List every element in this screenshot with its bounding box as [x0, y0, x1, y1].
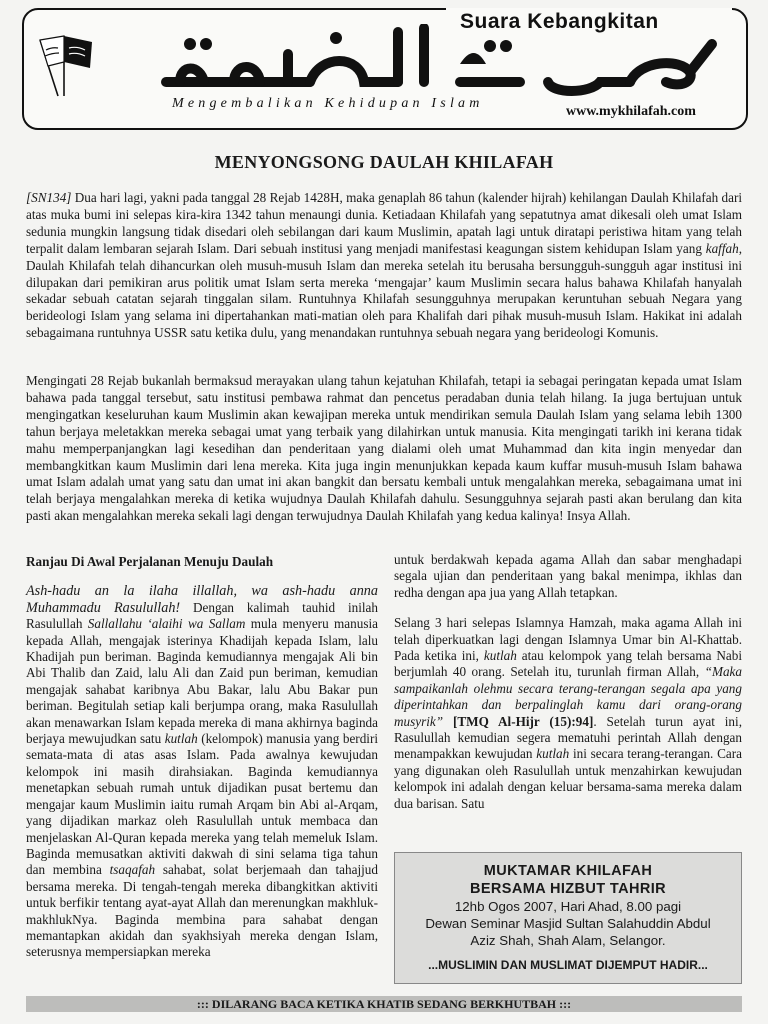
masthead-slogan: Mengembalikan Kehidupan Islam — [172, 96, 484, 111]
event-title-1: MUKTAMAR KHILAFAH — [483, 863, 653, 879]
event-announcement-box — [394, 852, 742, 984]
arabic-logo — [160, 24, 730, 104]
event-date: 12hb Ogos 2007, Hari Ahad, 8.00 pagi — [454, 899, 682, 914]
left-column — [26, 552, 378, 961]
right-column-text-2: Selang 3 hari selepas Islamnya Hamzah, maka agama Allah ini telah diperkuatkan lagi dengan Islamnya Umar bin Al-Khattab. Pada ketika ini, kutlah atau kelompok yang telah bersama Nabi berjumlah 40 orang. Setelah itu, turunlah firman Allah, “Maka sampaikanlah olehmu secara terang-terangan segala apa yang diperintahkan dan berpalinglah kamu dari orang-orang musyrik” [TMQ Al-Hijr (15):94]. Setelah turun ayat ini, Rasulullah kemudian segera mematuhi perintah Allah dengan menampakkan kewujudan kutlah ini secara terang-terangan. Cara yang digunakan oleh Rasulullah untuk menzahirkan kewujudan kelompok ini adalah dengan keluar bersama-sama mereka dalam dua barisan. Satu — [394, 615, 743, 811]
intro-paragraph-2: Mengingati 28 Rejab bukanlah bermaksud merayakan ulang tahun kejatuhan Khilafah, tetapi ia sebagai peringatan kepada umat Islam bahawa pada tanggal tersebut, satu institusi pembawa rahmat dan pencetus peradaban dunia telah hilang. Ia juga bertujuan untuk mengingatkan keseluruhan kaum Muslimin akan kewajipan mereka untuk mendirikan semula Daulah Islam yang selama lebih 1300 tahun berjaya meletakkan mereka sebagai umat yang terbaik yang dilahirkan untuk manusia. Kita mengingati tarikh ini kerana tidak mahu memperpanjangkan lagi kesedihan dan penderitaan yang dialami oleh umat Muhammad dan kita ingin menyedar dan membangkitkan kaum Muslimin dari lena mereka. Kita juga ingin menunjukkan kepada kaum kuffar musuh-musuh Islam bahawa umat Islam adalah umat yang satu dan umat ini akan bangkit dan bersatu kembali untuk mengalahkan mereka, sebagaimana umat ini telah berjaya mengalahkan mereka di ketika wujudnya Daulah Khilafah dahulu. Sesungguhnya sejarah pasti akan berulang dan kita pasti akan mengalahkan mereka sekali lagi dengan terwujudnya Daulah Khilafah yang kedua kalinya! Insya Allah. — [26, 373, 742, 524]
event-invitation: ...MUSLIMIN DAN MUSLIMAT DIJEMPUT HADIR... — [428, 958, 708, 972]
event-venue-1: Dewan Seminar Masjid Sultan Salahuddin Abdul — [425, 916, 711, 931]
shahada-quote: Ash-hadu an la ilaha illallah, wa ash-hadu anna Muhammadu Rasulullah! — [26, 583, 378, 616]
right-column — [394, 552, 742, 812]
quran-quote: “Maka sampaikanlah olehmu secara terang-terangan segala apa yang diperintahkan dan berpalinglah kamu dari orang-orang musyrik” — [394, 664, 742, 729]
flag-icon — [34, 32, 94, 98]
intro-paragraph-1: [SN134] Dua hari lagi, yakni pada tanggal 28 Rejab 1428H, maka genaplah 86 tahun (kalender hijrah) kehilangan Daulah Khilafah dari atas muka bumi ini selepas kira-kira 1342 tahun menaungi dunia. Ketiadaan Khilafah yang sepatutnya amat dikesali oleh umat Islam sedunia mungkin langsung tidak disedari oleh sebilangan dari kaum Muslimin, apatah lagi untuk diratapi peristiwa hitam yang telah terpalit dalam lembaran sejarah Islam. Dari sebuah institusi yang menjadi manifestasi keagungan sistem kehidupan Islam yang kaffah, Daulah Khilafah telah dihancurkan oleh musuh-musuh Islam dan mereka setelah itu berusaha bersungguh-sungguh agar institusi ini dilupakan dari pemikiran arus politik umat Islam serta mereka ‘mengajar’ kaum Muslimin secara halus bahawa Khilafah hanyalah sekadar sebuah catatan sejarah tinggalan silam. Runtuhnya Khilafah sesungguhnya merupakan keruntuhan sebuah Negara yang berideologi Islam yang selama ini dipertahankan mati-matian oleh para Khalifah dari pihak musuh-musuh Islam. Hakikat ini adalah sebagaimana runtuhnya USSR satu ketika dulu, yang menandakan runtuhnya sebuah negara yang berideologi Komunis. — [26, 190, 742, 341]
issue-reference: [SN134] — [26, 190, 72, 205]
quran-reference: [TMQ Al-Hijr (15):94] — [443, 713, 594, 729]
event-title-2: BERSAMA HIZBUT TAHRIR — [469, 881, 667, 897]
masthead-title: Suara Kebangkitan — [460, 10, 659, 33]
section-subheading: Ranjau Di Awal Perjalanan Menuju Daulah — [26, 554, 274, 569]
footer-notice: ::: DILARANG BACA KETIKA KHATIB SEDANG BERKHUTBAH ::: — [26, 996, 742, 1012]
right-column-text-1: untuk berdakwah kepada agama Allah dan sabar menghadapi segala ujian dan penderitaan yang bakal menimpa, ikhlas dan redha dengan apa jua yang Allah tetapkan. — [394, 552, 742, 600]
masthead-url[interactable]: www.mykhilafah.com — [566, 104, 696, 119]
article-headline: MENYONGSONG DAULAH KHILAFAH — [214, 152, 554, 172]
event-venue-2: Aziz Shah, Shah Alam, Selangor. — [470, 933, 666, 948]
left-column-text: Ash-hadu an la ilaha illallah, wa ash-hadu anna Muhammadu Rasulullah! Dengan kalimah tauhid inilah Rasulullah Sallallahu ‘alaihi wa Sallam mula menyeru manusia kepada Allah, mengajak isterinya Khadijah kepada Islam, lalu Khadijah pun beriman. Baginda kemudiannya mengajak Ali bin Abi Thalib dan Zaid, lalu Ali dan Zaid pun beriman, kemudian mengajak sahabat karibnya Abu Bakar, lalu Abu Bakar pun beriman. Begitulah setiap kali berjumpa orang, maka Rasulullah akan menawarkan Islam kepada mereka di mana akhirnya baginda berjaya mewujudkan satu kutlah (kelompok) manusia yang berdiri semata-mata di atas asas Islam. Pada awalnya kewujudan kelompok ini masih dirahsiakan. Baginda kemudiannya menetapkan sebuah rumah untuk dijadikan pusat bertemu dan mengajar kaum Muslimin iaitu rumah Arqam bin Abi al-Arqam, yang dijadikan markaz oleh Rasulullah untuk membaca dan menjelaskan Al-Quran kepada mereka yang telah memeluk Islam. Baginda memusatkan aktiviti dakwah di sini selama tiga tahun dan membina tsaqafah sahabat, solat berjemaah dan tahajjud bersama mereka. Di tengah-tengah mereka dibangkitkan aktiviti untuk berfikir tentang ayat-ayat Allah dan merenungkan makhluk-makhlukNya. Baginda membina para sahabat dengan memantapkan akidah dan syakhsiyah mereka dengan Islam, seterusnya mempersiapkan mereka — [26, 583, 379, 960]
